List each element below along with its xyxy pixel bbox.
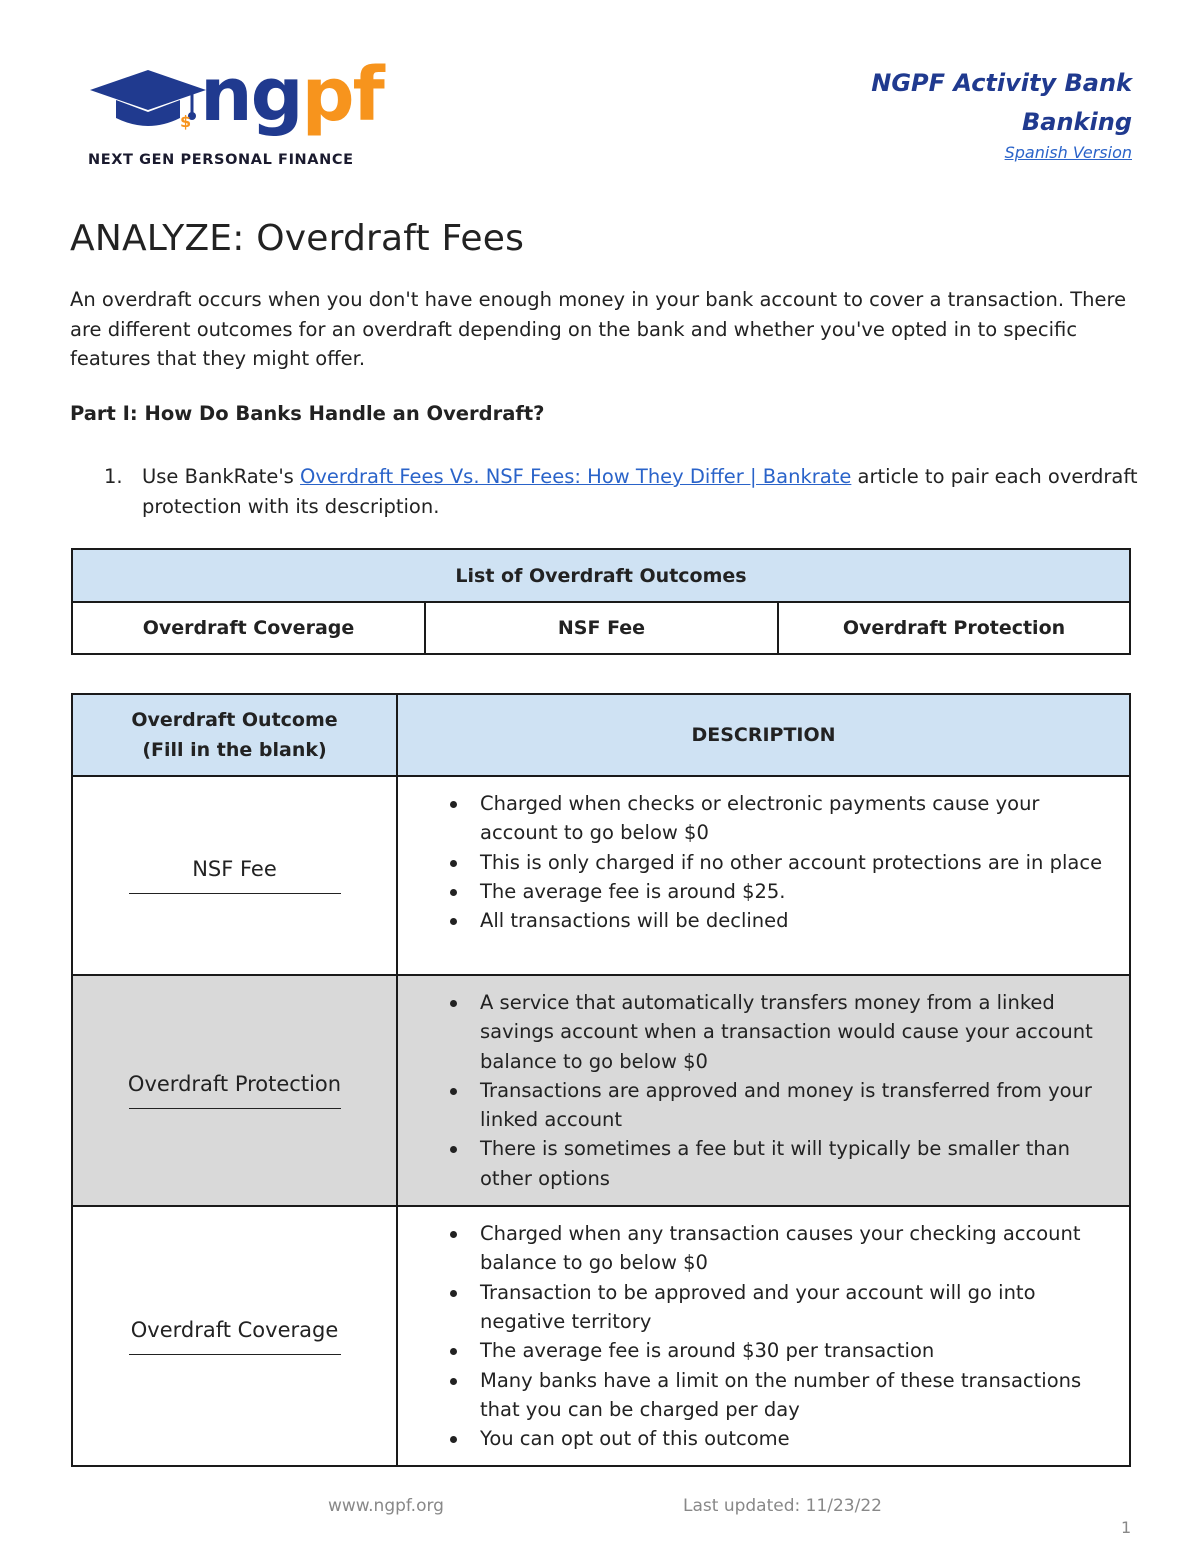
- outcomes-list-table: [71, 548, 1131, 655]
- table-row: [72, 975, 1130, 1206]
- list-item: All transactions will be declined: [446, 906, 1119, 935]
- list-item: Transactions are approved and money is transferred from your linked account: [446, 1076, 1119, 1135]
- part-1-heading: Part I: How Do Banks Handle an Overdraft?: [70, 402, 545, 425]
- answer-text: Overdraft Coverage: [130, 1317, 339, 1342]
- list-item: You can opt out of this outcome: [446, 1424, 1119, 1453]
- answer-blank-line: [129, 1108, 341, 1109]
- list-item: Charged when checks or electronic payments cause your account to go below $0: [446, 789, 1119, 848]
- answer-blank-line: [129, 893, 341, 894]
- description-list: [446, 1219, 1119, 1453]
- activity-bank-title: NGPF Activity Bank: [871, 69, 1132, 97]
- description-column-header: DESCRIPTION: [397, 694, 1130, 776]
- answer-cell[interactable]: [72, 1206, 397, 1466]
- graduation-cap-icon: [88, 64, 208, 134]
- description-cell: [397, 776, 1130, 975]
- list-item: The average fee is around $30 per transaction: [446, 1336, 1119, 1365]
- footer-website: www.ngpf.org: [328, 1496, 444, 1516]
- outcome-option: NSF Fee: [425, 602, 778, 654]
- unit-subtitle: Banking: [1021, 108, 1132, 136]
- logo-word-pf: pf: [301, 52, 383, 138]
- question-text: [142, 462, 1144, 521]
- footer-last-updated: Last updated: 11/23/22: [683, 1496, 882, 1516]
- answer-cell[interactable]: [72, 975, 397, 1206]
- outcome-header-line-1: Overdraft Outcome: [131, 709, 338, 731]
- answer-text: NSF Fee: [192, 857, 277, 881]
- logo-word-ng: ng: [200, 52, 302, 138]
- answer-cell[interactable]: [72, 776, 397, 975]
- list-item: Transaction to be approved and your account will go into negative territory: [446, 1278, 1119, 1337]
- list-item: Charged when any transaction causes your checking account balance to go below $0: [446, 1219, 1119, 1278]
- outcome-option: Overdraft Protection: [778, 602, 1130, 654]
- list-item: The average fee is around $25.: [446, 877, 1119, 906]
- header-block: [871, 64, 1132, 164]
- answer-text: Overdraft Protection: [127, 1072, 342, 1097]
- page-title: ANALYZE: Overdraft Fees: [70, 218, 525, 259]
- list-item: There is sometimes a fee but it will typically be smaller than other options: [446, 1134, 1119, 1193]
- ngpf-logo: [88, 52, 388, 174]
- table-row: [72, 776, 1130, 975]
- bankrate-article-link[interactable]: Overdraft Fees Vs. NSF Fees: How They Differ | Bankrate: [300, 465, 852, 488]
- svg-text:$: $: [180, 112, 192, 131]
- outcome-column-header: [72, 694, 397, 776]
- question-suffix: article to pair each overdraft protection with its description.: [142, 465, 1138, 518]
- outcome-description-table: [71, 693, 1131, 1467]
- description-cell: [397, 1206, 1130, 1466]
- intro-paragraph: An overdraft occurs when you don't have enough money in your bank account to cover a transaction. There are different outcomes for an overdraft depending on the bank and whether you've opted in to specific features that they might offer.: [70, 288, 1127, 370]
- logo-wordmark: [200, 52, 383, 138]
- description-list: [446, 789, 1119, 935]
- question-prefix: Use BankRate's: [142, 465, 301, 488]
- question-number: 1.: [104, 465, 123, 488]
- list-item: Many banks have a limit on the number of these transactions that you can be charged per day: [446, 1366, 1119, 1425]
- logo-tagline: NEXT GEN PERSONAL FINANCE: [88, 152, 354, 168]
- outcome-header-line-2: (Fill in the blank): [142, 739, 327, 761]
- list-item: A service that automatically transfers money from a linked savings account when a transaction would cause your account balance to go below $0: [446, 988, 1119, 1076]
- spanish-version-link[interactable]: Spanish Version: [1004, 143, 1132, 162]
- table-row: [72, 1206, 1130, 1466]
- answer-blank-line: [129, 1354, 341, 1355]
- outcomes-table-header: List of Overdraft Outcomes: [72, 549, 1130, 602]
- page-number: 1: [1121, 1518, 1132, 1537]
- description-list: [446, 988, 1119, 1193]
- description-cell: [397, 975, 1130, 1206]
- question-1: [104, 462, 1144, 521]
- outcome-option: Overdraft Coverage: [72, 602, 425, 654]
- list-item: This is only charged if no other account protections are in place: [446, 848, 1119, 877]
